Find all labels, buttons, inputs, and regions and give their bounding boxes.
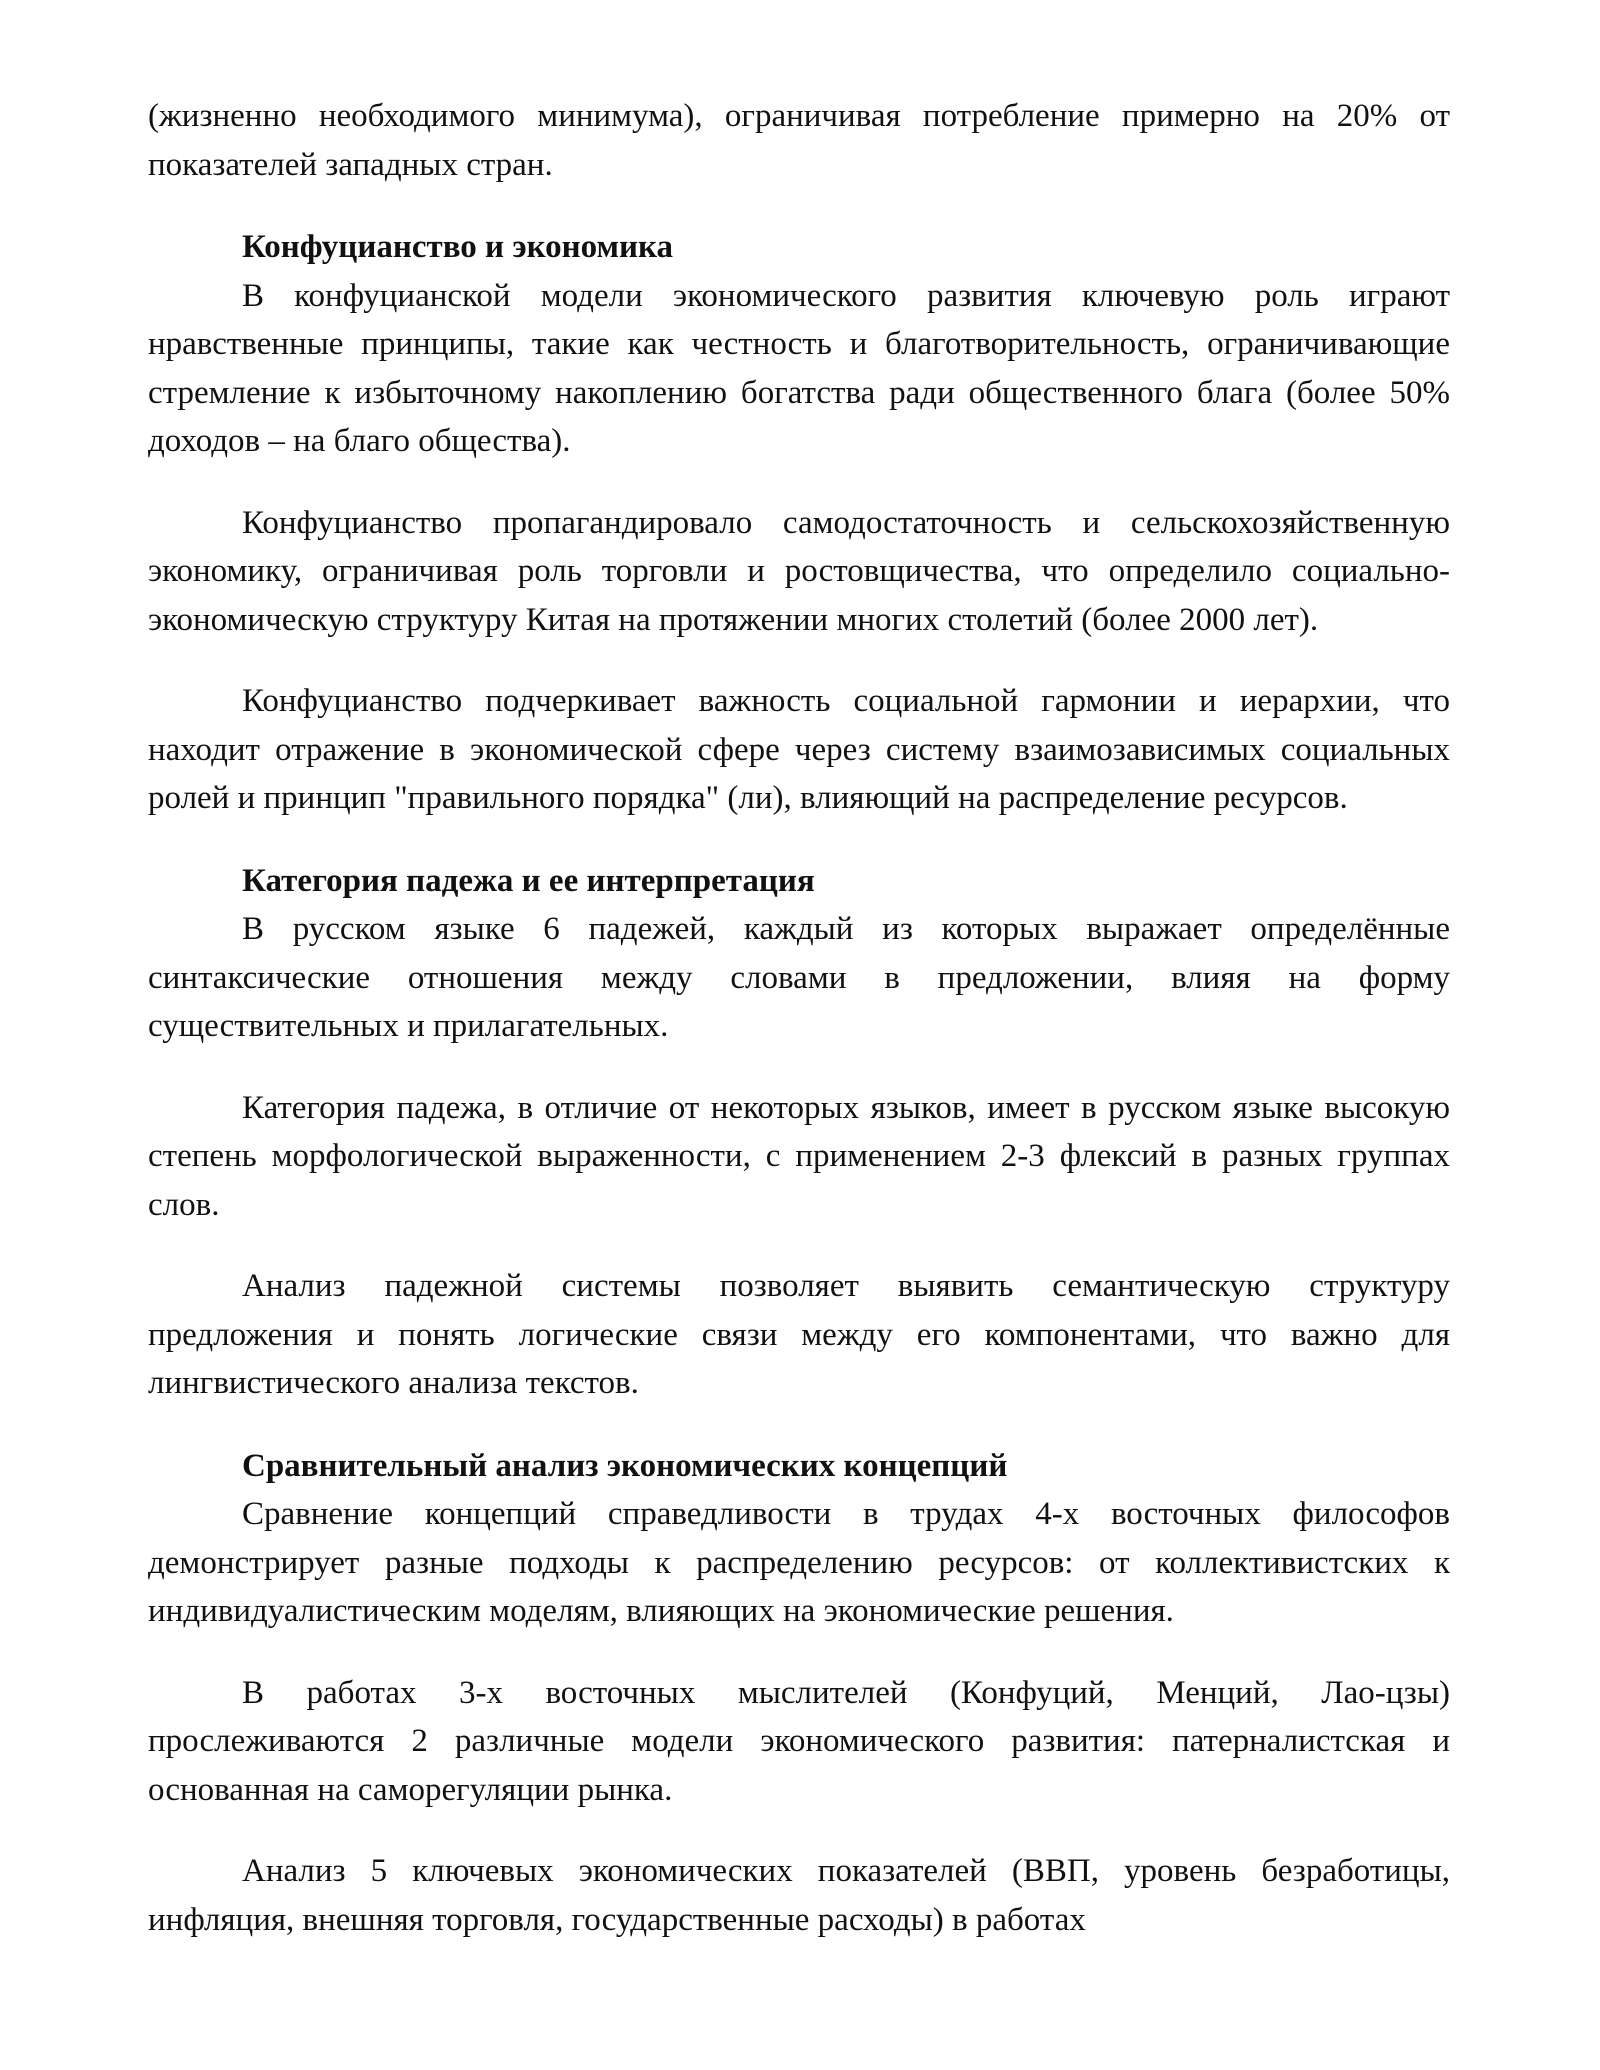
heading-case-category: Категория падежа и ее интерпретация	[242, 862, 815, 899]
paragraph-intro-continuation: (жизненно необходимого минимума), ограничивая потребление примерно на 20% от показателей западных стран.	[148, 98, 1450, 183]
document-page	[148, 92, 1450, 1944]
heading-confucianism-economy: Конфуцианство и экономика	[242, 229, 674, 265]
paragraph-social-harmony: Конфуцианство подчеркивает важность социальной гармонии и иерархии, что находит отражение в экономической сфере через систему взаимозависимых социальных ролей и принцип "правильного порядка" (ли), влияющий на распределение ресурсов.	[148, 683, 1450, 816]
paragraph-confucian-model: В конфуцианской модели экономического развития ключевую роль играют нравственные принципы, такие как честность и благотворительность, ограничивающие стремление к избыточному накоплению богатства ради общественного блага (более 50% доходов – на благо общества).	[148, 277, 1450, 459]
paragraph-eastern-thinkers: В работах 3-х восточных мыслителей (Конфуций, Менций, Лао-цзы) прослеживаются 2 различные модели экономического развития: патерналистская и основанная на саморегуляции рынка.	[148, 1674, 1450, 1808]
paragraph-case-morphology: Категория падежа, в отличие от некоторых языков, имеет в русском языке высокую степень морфологической выраженности, с применением 2-3 флексий в разных группах слов.	[148, 1089, 1450, 1223]
paragraph-case-analysis: Анализ падежной системы позволяет выявить семантическую структуру предложения и понять логические связи между его компонентами, что важно для лингвистического анализа текстов.	[148, 1268, 1450, 1401]
paragraph-self-sufficiency: Конфуцианство пропагандировало самодостаточность и сельскохозяйственную экономику, ограничивая роль торговли и ростовщичества, что определило социально-экономическую структуру Китая на протяжении многих столетий (более 2000 лет).	[148, 504, 1450, 638]
paragraph-six-cases: В русском языке 6 падежей, каждый из которых выражает определённые синтаксические отношения между словами в предложении, влияя на форму существительных и прилагательных.	[148, 911, 1450, 1044]
paragraph-justice-concepts: Сравнение концепций справедливости в трудах 4-х восточных философов демонстрирует разные подходы к распределению ресурсов: от коллективистских к индивидуалистическим моделям, влияющих на экономические решения.	[148, 1496, 1450, 1629]
heading-comparative-analysis: Сравнительный анализ экономических концепций	[242, 1447, 1008, 1484]
paragraph-key-indicators: Анализ 5 ключевых экономических показателей (ВВП, уровень безработицы, инфляция, внешняя торговля, государственные расходы) в работах	[148, 1853, 1450, 1938]
